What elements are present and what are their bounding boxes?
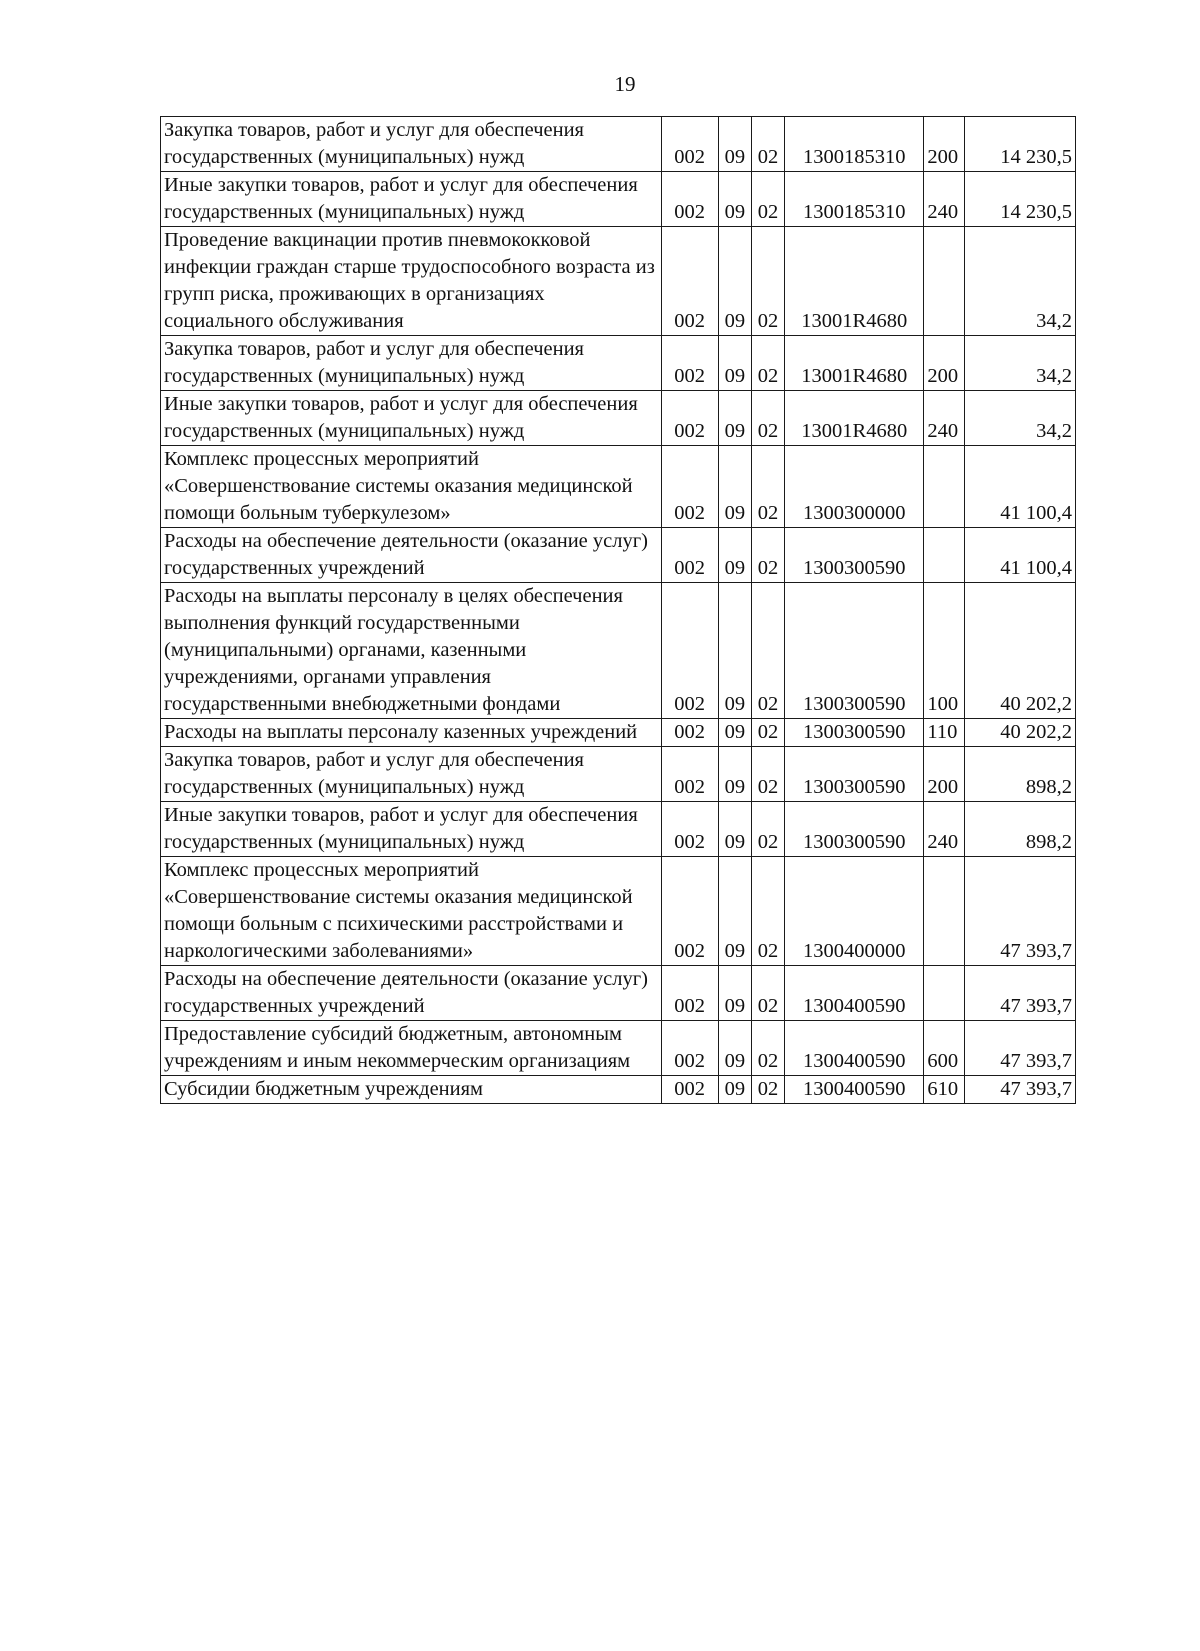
row-amount: 34,2	[964, 336, 1075, 391]
row-expense-type-code	[924, 966, 965, 1021]
row-section-code: 09	[718, 583, 751, 719]
row-expense-type-code	[924, 528, 965, 583]
row-subsection-code: 02	[751, 336, 784, 391]
row-amount: 47 393,7	[964, 857, 1075, 966]
table-row	[161, 446, 1076, 528]
row-subsection-code: 02	[751, 1076, 784, 1104]
row-amount: 14 230,5	[964, 172, 1075, 227]
row-admin-code: 002	[661, 802, 718, 857]
row-admin-code: 002	[661, 583, 718, 719]
row-section-code: 09	[718, 117, 751, 172]
row-admin-code: 002	[661, 719, 718, 747]
row-section-code: 09	[718, 747, 751, 802]
row-section-code: 09	[718, 1076, 751, 1104]
row-expense-type-code: 200	[924, 117, 965, 172]
row-subsection-code: 02	[751, 172, 784, 227]
row-name: Субсидии бюджетным учреждениям	[161, 1076, 662, 1104]
row-name: Расходы на обеспечение деятельности (оказание услуг) государственных учреждений	[161, 966, 662, 1021]
row-admin-code: 002	[661, 227, 718, 336]
row-admin-code: 002	[661, 336, 718, 391]
row-name: Проведение вакцинации против пневмококковой инфекции граждан старше трудоспособного возраста из групп риска, проживающих в организациях социального обслуживания	[161, 227, 662, 336]
row-amount: 47 393,7	[964, 1021, 1075, 1076]
row-amount: 898,2	[964, 747, 1075, 802]
table-row	[161, 172, 1076, 227]
row-subsection-code: 02	[751, 391, 784, 446]
row-subsection-code: 02	[751, 227, 784, 336]
table-row	[161, 391, 1076, 446]
row-section-code: 09	[718, 719, 751, 747]
table-row	[161, 583, 1076, 719]
row-target-code: 1300300000	[785, 446, 924, 528]
row-expense-type-code: 240	[924, 391, 965, 446]
row-amount: 40 202,2	[964, 583, 1075, 719]
row-expense-type-code: 200	[924, 336, 965, 391]
row-target-code: 1300300590	[785, 802, 924, 857]
row-subsection-code: 02	[751, 747, 784, 802]
row-target-code: 1300400590	[785, 966, 924, 1021]
row-expense-type-code: 240	[924, 802, 965, 857]
row-amount: 34,2	[964, 227, 1075, 336]
row-name: Иные закупки товаров, работ и услуг для обеспечения государственных (муниципальных) нужд	[161, 802, 662, 857]
row-subsection-code: 02	[751, 966, 784, 1021]
row-name: Предоставление субсидий бюджетным, автономным учреждениям и иным некоммерческим организациям	[161, 1021, 662, 1076]
table-row	[161, 336, 1076, 391]
table-row	[161, 528, 1076, 583]
row-admin-code: 002	[661, 172, 718, 227]
row-amount: 14 230,5	[964, 117, 1075, 172]
row-admin-code: 002	[661, 446, 718, 528]
row-expense-type-code: 110	[924, 719, 965, 747]
row-expense-type-code: 200	[924, 747, 965, 802]
table-row	[161, 1076, 1076, 1104]
row-subsection-code: 02	[751, 719, 784, 747]
row-name: Иные закупки товаров, работ и услуг для обеспечения государственных (муниципальных) нужд	[161, 172, 662, 227]
row-section-code: 09	[718, 857, 751, 966]
row-expense-type-code: 100	[924, 583, 965, 719]
page-number: 19	[614, 72, 636, 96]
table-row	[161, 117, 1076, 172]
row-target-code: 13001R4680	[785, 336, 924, 391]
row-section-code: 09	[718, 802, 751, 857]
row-amount: 34,2	[964, 391, 1075, 446]
row-target-code: 1300400590	[785, 1021, 924, 1076]
row-target-code: 1300185310	[785, 172, 924, 227]
row-target-code: 1300300590	[785, 583, 924, 719]
row-admin-code: 002	[661, 391, 718, 446]
row-section-code: 09	[718, 446, 751, 528]
row-target-code: 1300400590	[785, 1076, 924, 1104]
row-section-code: 09	[718, 227, 751, 336]
row-expense-type-code: 610	[924, 1076, 965, 1104]
budget-table-body	[161, 117, 1076, 1104]
table-row	[161, 857, 1076, 966]
row-name: Расходы на выплаты персоналу казенных учреждений	[161, 719, 662, 747]
row-expense-type-code	[924, 227, 965, 336]
row-target-code: 1300300590	[785, 747, 924, 802]
row-name: Иные закупки товаров, работ и услуг для обеспечения государственных (муниципальных) нужд	[161, 391, 662, 446]
row-name: Расходы на обеспечение деятельности (оказание услуг) государственных учреждений	[161, 528, 662, 583]
row-subsection-code: 02	[751, 117, 784, 172]
row-target-code: 1300300590	[785, 528, 924, 583]
row-target-code: 13001R4680	[785, 227, 924, 336]
row-amount: 40 202,2	[964, 719, 1075, 747]
row-subsection-code: 02	[751, 528, 784, 583]
table-row	[161, 747, 1076, 802]
row-expense-type-code: 240	[924, 172, 965, 227]
row-name: Комплекс процессных мероприятий «Совершенствование системы оказания медицинской помощи больным туберкулезом»	[161, 446, 662, 528]
row-amount: 47 393,7	[964, 966, 1075, 1021]
row-admin-code: 002	[661, 1076, 718, 1104]
row-amount: 898,2	[964, 802, 1075, 857]
row-amount: 47 393,7	[964, 1076, 1075, 1104]
row-section-code: 09	[718, 391, 751, 446]
table-row	[161, 227, 1076, 336]
row-subsection-code: 02	[751, 1021, 784, 1076]
row-section-code: 09	[718, 172, 751, 227]
row-expense-type-code	[924, 446, 965, 528]
row-amount: 41 100,4	[964, 446, 1075, 528]
table-row	[161, 719, 1076, 747]
row-name: Комплекс процессных мероприятий «Совершенствование системы оказания медицинской помощи больным с психическими расстройствами и наркологическими заболеваниями»	[161, 857, 662, 966]
row-admin-code: 002	[661, 857, 718, 966]
budget-table	[160, 116, 1076, 1104]
row-target-code: 1300300590	[785, 719, 924, 747]
row-target-code: 1300400000	[785, 857, 924, 966]
table-row	[161, 1021, 1076, 1076]
table-row	[161, 966, 1076, 1021]
row-admin-code: 002	[661, 528, 718, 583]
row-section-code: 09	[718, 966, 751, 1021]
row-admin-code: 002	[661, 117, 718, 172]
row-admin-code: 002	[661, 1021, 718, 1076]
row-name: Закупка товаров, работ и услуг для обеспечения государственных (муниципальных) нужд	[161, 336, 662, 391]
row-expense-type-code: 600	[924, 1021, 965, 1076]
row-admin-code: 002	[661, 747, 718, 802]
row-subsection-code: 02	[751, 583, 784, 719]
table-row	[161, 802, 1076, 857]
row-admin-code: 002	[661, 966, 718, 1021]
row-section-code: 09	[718, 528, 751, 583]
row-amount: 41 100,4	[964, 528, 1075, 583]
row-name: Расходы на выплаты персоналу в целях обеспечения выполнения функций государственными (муниципальными) органами, казенными учреждениями, органами управления государственными внебюджетными фондами	[161, 583, 662, 719]
row-subsection-code: 02	[751, 857, 784, 966]
row-subsection-code: 02	[751, 802, 784, 857]
row-section-code: 09	[718, 336, 751, 391]
row-target-code: 1300185310	[785, 117, 924, 172]
row-section-code: 09	[718, 1021, 751, 1076]
row-name: Закупка товаров, работ и услуг для обеспечения государственных (муниципальных) нужд	[161, 747, 662, 802]
row-name: Закупка товаров, работ и услуг для обеспечения государственных (муниципальных) нужд	[161, 117, 662, 172]
row-expense-type-code	[924, 857, 965, 966]
row-target-code: 13001R4680	[785, 391, 924, 446]
row-subsection-code: 02	[751, 446, 784, 528]
